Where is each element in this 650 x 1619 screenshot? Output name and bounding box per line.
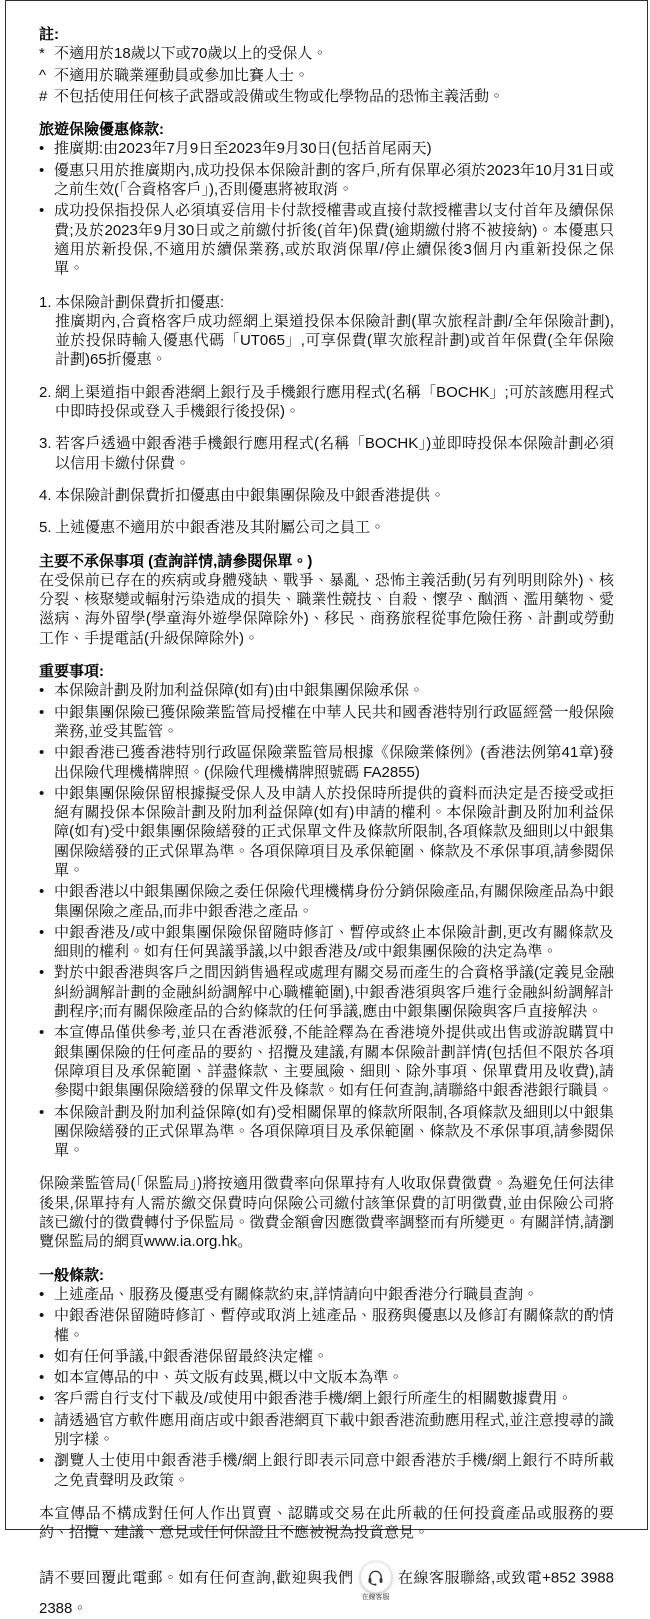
list-item	[39, 923, 614, 962]
list-item-text: 中銀集團保險保留根據擬受保人及申請人於投保時所提供的資料而決定是否接受或拒絕有關投保本保險計劃及附加利益保障(如有)申請的權利。本保險計劃及附加利益保障(如有)受中銀集團保險繕發的正式保單文件及條款所限制,各項條款及細則以中銀集團保險繕發的正式保單為準。各項保障項目及承保範圍、條款及不承保事項,請參閱保單。	[54, 784, 614, 879]
bullet-marker: •	[39, 964, 45, 982]
list-item-text: 客戶需自行支付下載及/或使用中銀香港手機/網上銀行所產生的相關數據費用。	[54, 1390, 573, 1408]
list-item	[39, 1103, 614, 1161]
list-item	[39, 784, 614, 880]
bullet-marker: •	[39, 1452, 45, 1470]
list-item-text: 請透過官方軟件應用商店或中銀香港網頁下載中銀香港流動應用程式,並注意搜尋的識別字樣。	[54, 1411, 614, 1448]
list-item	[39, 518, 614, 537]
list-item-text: 本保險計劃及附加利益保障(如有)受相關保單的條款所限制,各項條款及細則以中銀集團保險繕發的正式保單為準。各項保障項目及承保範圍、條款及不承保事項,請參閱保單。	[54, 1103, 614, 1160]
important-notes-heading: 重要事項:	[39, 663, 104, 681]
list-item	[39, 1306, 614, 1345]
online-cs-caption: 在線客服	[361, 1594, 390, 1602]
headset-icon	[360, 1561, 392, 1593]
travel-promo-heading: 旅遊保險優惠條款:	[39, 121, 164, 139]
list-item-text: 如本宣傳品的中、英文版有歧異,概以中文版本為準。	[54, 1369, 404, 1387]
list-item	[39, 963, 614, 1021]
list-item	[39, 1023, 614, 1100]
bullet-marker: •	[39, 744, 45, 762]
travel-promo-numbered-list	[39, 293, 614, 538]
exclusions-paragraph: 在受保前已存在的疾病或身體殘缺、戰爭、暴亂、恐怖主義活動(另有列明則除外)、核分裂、核聚變或輻射污染造成的損失、職業性競技、自殺、懷孕、酗酒、濫用藥物、愛滋病、海外留學(學童海外遊學保障除外)、移民、商務旅程從事危險任務、計劃或勞動工作、手提電話(升級保障除外)。	[39, 571, 614, 647]
list-item-text: 若客戶透過中銀香港手機銀行應用程式(名稱「BOCHK」)並即時投保本保險計劃必須以信用卡繳付保費。	[55, 435, 614, 472]
levy-paragraph: 保險業監管局(「保監局」)將按適用徵費率向保單持有人收取保費徵費。為避免任何法律後果,保單持有人需於繳交保費時向保險公司繳付該筆保費的訂明徵費,並由保險公司將該已繳付的徵費轉付予保監局。徵費金額會因應徵費率調整而有所變更。有關詳情,請瀏覽保監局的網頁www.ia.org.hk。	[39, 1175, 614, 1251]
bullet-marker: •	[39, 1285, 45, 1303]
terms-sheet	[5, 0, 648, 1618]
bullet-marker: •	[39, 682, 45, 700]
list-item-text: 不包括使用任何核子武器或設備或生物或化學物品的恐怖主義活動。	[54, 87, 505, 105]
number-marker: 5.	[39, 519, 52, 537]
important-notes-bullet-list	[39, 681, 614, 1160]
bullet-marker: •	[39, 923, 45, 941]
list-item	[39, 1368, 614, 1387]
bullet-marker: •	[39, 883, 45, 901]
note-marker: #	[39, 87, 48, 105]
list-item-text: 成功投保指投保人必須填妥信用卡付款授權書或直接付款授權書以支付首年及續保保費;及於2023年9月30日或之前繳付折後(首年)保費(逾期繳付將不被接納)。本優惠只適用於新投保,不適用於續保業務,或於取消保單/停止續保後3個月內重新投保之保單。	[54, 202, 614, 278]
list-item-text: 不適用於18歲以下或70歲以上的受保人。	[54, 45, 328, 63]
bullet-marker: •	[39, 202, 45, 220]
list-item	[39, 161, 614, 200]
bullet-marker: •	[39, 1369, 45, 1387]
list-item-text: 中銀香港已獲香港特別行政區保險業監管局根據《保險業條例》(香港法例第41章)發出保險代理機構牌照。(保險代理機構牌照號碼 FA2855)	[54, 744, 614, 781]
list-item	[39, 1451, 614, 1490]
bullet-marker: •	[39, 1347, 45, 1365]
list-item	[39, 1411, 614, 1450]
bullet-marker: •	[39, 1307, 45, 1325]
disclaimer-paragraph: 本宣傳品不構成對任何人作出買賣、認購或交易在此所載的任何投資產品或服務的要約、招攬、建議、意見或任何保證且不應被視為投資意見。	[39, 1504, 614, 1542]
list-item	[39, 87, 614, 106]
list-item-text: 優惠只用於推廣期內,成功投保本保險計劃的客戶,所有保單必須於2023年10月31日或之前生效(「合資格客戶」),否則優惠將被取消。	[54, 161, 614, 199]
note-marker: ^	[39, 66, 47, 84]
bullet-marker: •	[39, 1103, 45, 1121]
list-item-text: 對於中銀香港與客戶之間因銷售過程或處理有關交易而產生的合資格爭議(定義見金融糾紛調解計劃的金融糾紛調解中心職權範圍),中銀香港須與客戶進行金融糾紛調解計劃程序;而有關保險產品的合約條款的任何爭議,應由中銀集團保險與客戶直接解決。	[54, 964, 614, 1021]
bullet-marker: •	[39, 161, 45, 179]
list-item	[39, 1285, 614, 1304]
list-item-text: 本宣傳品僅供參考,並只在香港派發,不能詮釋為在香港境外提供或出售或游說購買中銀集團保險的任何產品的要約、招攬及建議,有關本保險計劃詳情(包括但不限於各項保障項目及承保範圍、詳盡條款、主要風險、細則、除外事項、保單費用及收費),請參閱中銀集團保險繕發的保單文件及條款。如有任何查詢,請聯絡中銀香港銀行職員。	[54, 1024, 614, 1100]
contact-line	[39, 1558, 614, 1618]
travel-promo-bullet-list	[39, 139, 614, 278]
bullet-marker: •	[39, 1024, 45, 1042]
list-item-text: 如有任何爭議,中銀香港保留最終決定權。	[54, 1347, 329, 1365]
number-marker: 4.	[39, 486, 52, 504]
bullet-marker: •	[39, 784, 45, 802]
list-item	[39, 681, 614, 700]
notes-section	[39, 25, 614, 106]
list-item-text: 不適用於職業運動員或參加比賽人士。	[54, 66, 310, 84]
list-item	[39, 383, 614, 422]
list-item	[39, 44, 614, 63]
list-item	[39, 293, 614, 370]
important-notes-section	[39, 662, 614, 1160]
exclusions-section	[39, 552, 614, 648]
bullet-marker: •	[39, 703, 45, 721]
list-item	[39, 139, 614, 158]
list-item	[39, 1389, 614, 1408]
bullet-marker: •	[39, 1411, 45, 1429]
bullet-marker: •	[39, 1390, 45, 1408]
list-item	[39, 703, 614, 742]
list-item	[39, 486, 614, 505]
list-item-text: 本保險計劃保費折扣優惠由中銀集團保險及中銀香港提供。	[55, 486, 446, 504]
list-item-text: 網上渠道指中銀香港網上銀行及手機銀行應用程式(名稱「BOCHK」;可於該應用程式中即時投保或登入手機銀行後投保)。	[55, 383, 614, 421]
general-terms-section	[39, 1266, 614, 1490]
list-item	[39, 882, 614, 921]
list-item-text: 瀏覽人士使用中銀香港手機/網上銀行即表示同意中銀香港於手機/網上銀行不時所載之免責聲明及政策。	[54, 1452, 614, 1489]
list-item-text: 本保險計劃及附加利益保障(如有)由中銀集團保險承保。	[54, 682, 424, 700]
list-item-text: 本保險計劃保費折扣優惠: 推廣期內,合資格客戶成功經網上渠道投保本保險計劃(單次旅程計劃/全年保險計劃),並於投保時輸入優惠代碼「UT065」,可享保費(單次旅程計劃)或首年保費(全年保險計劃)65折優惠。	[55, 293, 614, 369]
list-item-text: 中銀集團保險已獲保險業監管局授權在中華人民共和國香港特別行政區經營一般保險業務,並受其監管。	[54, 703, 614, 740]
list-item	[39, 743, 614, 782]
list-item-text: 中銀香港保留隨時修訂、暫停或取消上述產品、服務與優惠以及修訂有關條款的酌情權。	[54, 1307, 614, 1344]
list-item-text: 中銀香港及/或中銀集團保險保留隨時修訂、暫停或終止本保險計劃,更改有關條款及細則的權利。如有任何異議爭議,以中銀香港及/或中銀集團保險的決定為準。	[54, 923, 614, 961]
general-terms-heading: 一般條款:	[39, 1266, 104, 1284]
number-marker: 3.	[39, 435, 52, 453]
general-terms-bullet-list	[39, 1285, 614, 1490]
notes-heading: 註:	[39, 26, 59, 43]
bullet-marker: •	[39, 140, 45, 158]
list-item	[39, 1347, 614, 1366]
contact-text-before: 請不要回覆此電郵。如有任何查詢,歡迎與我們	[39, 1569, 354, 1587]
list-item-text: 中銀香港以中銀集團保險之委任保險代理機構身份分銷保險產品,有關保險產品為中銀集團保險之產品,而非中銀香港之產品。	[54, 883, 614, 920]
travel-promo-section	[39, 120, 614, 537]
contact-text-after: 在線客服聯絡,或致電+852 3988 2388。	[39, 1569, 614, 1618]
list-item	[39, 201, 614, 278]
number-marker: 2.	[39, 383, 52, 401]
list-item-text: 推廣期:由2023年7月9日至2023年9月30日(包括首尾兩天)	[54, 140, 432, 158]
note-marker: *	[39, 45, 45, 63]
number-marker: 1.	[39, 293, 52, 311]
notes-list	[39, 44, 614, 106]
list-item	[39, 66, 614, 85]
exclusions-heading: 主要不承保事項 (查詢詳情,請參閱保單。)	[39, 552, 313, 570]
list-item-text: 上述優惠不適用於中銀香港及其附屬公司之員工。	[55, 519, 386, 537]
list-item-text: 上述產品、服務及優惠受有關條款約束,詳情請向中銀香港分行職員查詢。	[54, 1285, 539, 1303]
online-cs-button[interactable]	[360, 1561, 392, 1602]
list-item	[39, 434, 614, 473]
